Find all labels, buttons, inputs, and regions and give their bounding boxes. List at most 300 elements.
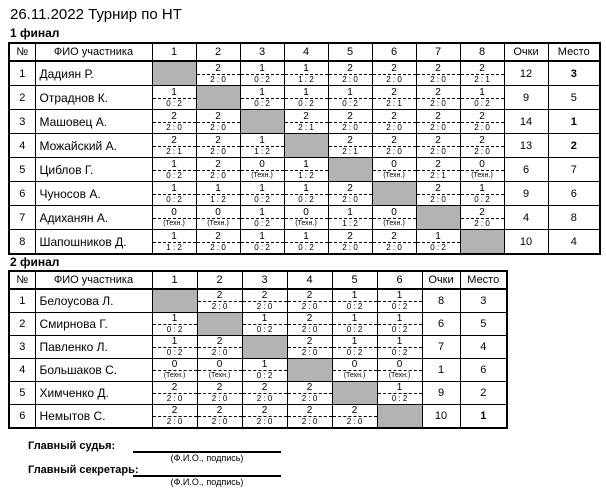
game-set-score: 1 : 2 [254,147,270,156]
game-points: 1 [285,86,328,99]
game-set-score: (Техн.) [471,172,493,179]
game-points: 1 [243,359,287,371]
game-points: 1 [378,336,422,348]
game-set-score: 0 : 2 [298,243,314,252]
game-points: 2 [417,182,460,195]
game-points: 1 [243,313,287,325]
game-set-score: 2 : 0 [166,417,183,426]
final-place: 6 [548,182,600,206]
game-set-score: 2 : 0 [386,75,402,84]
points-total: 6 [504,158,548,182]
game-result-cell [240,61,284,86]
game-set-score: 2 : 1 [386,99,402,108]
game-result-cell [242,289,287,313]
row-number: 6 [9,182,35,206]
game-points: 2 [461,62,504,75]
game-set-score: 0 : 2 [391,348,408,357]
game-result-cell [372,134,416,158]
game-set-score: 2 : 0 [256,417,273,426]
game-points: 2 [288,336,332,348]
chief-judge-signature-line [133,441,281,453]
column-header: 2 [197,271,242,289]
game-points: 0 [461,158,504,171]
game-set-score: (Техн.) [388,372,411,379]
game-points: 2 [417,158,460,171]
participant-name: Павленко Л. [35,336,152,359]
row-number: 5 [9,382,35,405]
game-set-score: (Техн.) [208,372,231,379]
chief-secretary-signature-caption: (Ф.И.О., подпись) [170,477,244,487]
game-set-score: 1 : 2 [342,219,358,228]
game-set-score: 2 : 0 [256,394,273,403]
participant-name: Шапошников Д. [35,230,152,255]
game-set-score: (Техн.) [163,220,185,227]
final-place: 5 [548,86,600,110]
game-points: 0 [285,206,328,219]
game-result-cell [377,336,422,359]
game-result-cell [287,289,332,313]
game-result-cell [332,289,377,313]
game-set-score: 0 : 2 [346,348,363,357]
header-row [9,43,600,61]
game-result-cell [332,313,377,336]
game-points: 2 [417,134,460,147]
game-result-cell [240,206,284,230]
final-place: 6 [460,359,507,382]
game-result-cell [240,230,284,255]
game-set-score: 2 : 0 [210,147,226,156]
game-set-score: 2 : 0 [166,394,183,403]
row-number: 2 [9,313,35,336]
page-title: 26.11.2022 Турнир по НТ [10,6,182,23]
game-set-score: 2 : 0 [386,147,402,156]
game-set-score: 2 : 0 [256,302,273,311]
game-points: 1 [329,206,372,219]
participant-name: Немытов С. [35,405,152,429]
game-points: 2 [197,134,240,147]
row-number: 4 [9,359,35,382]
row-number: 3 [9,110,35,134]
game-points: 1 [417,230,460,243]
game-result-cell [152,134,196,158]
game-points: 2 [417,110,460,123]
points-total: 6 [422,313,460,336]
row-number: 1 [9,289,35,313]
game-points: 2 [329,230,372,243]
game-result-cell [328,134,372,158]
game-points: 2 [373,86,416,99]
participant-name: Дадиян Р. [35,61,152,86]
game-points: 2 [153,405,197,417]
game-points: 2 [329,62,372,75]
participant-row [9,86,600,110]
game-result-cell [372,206,416,230]
game-points: 2 [198,336,242,348]
diagonal-cell [332,382,377,405]
game-points: 2 [197,62,240,75]
game-result-cell [377,382,422,405]
game-result-cell [197,359,242,382]
participant-row [9,158,600,182]
diagonal-cell [242,336,287,359]
game-result-cell [328,86,372,110]
game-points: 1 [333,336,377,348]
game-points: 1 [153,336,197,348]
game-set-score: 2 : 0 [301,325,318,334]
column-header: 6 [377,271,422,289]
game-points: 1 [153,313,197,325]
game-points: 2 [288,290,332,302]
game-points: 2 [243,382,287,394]
game-points: 1 [285,230,328,243]
game-points: 2 [198,405,242,417]
game-points: 1 [378,382,422,394]
game-set-score: 0 : 2 [391,394,408,403]
game-result-cell [196,110,240,134]
game-set-score: 2 : 0 [342,243,358,252]
game-points: 2 [329,110,372,123]
game-set-score: 0 : 2 [346,325,363,334]
final2-table-body [9,289,507,428]
game-points: 1 [241,86,284,99]
diagonal-cell [416,206,460,230]
game-result-cell [460,182,504,206]
game-result-cell [284,61,328,86]
column-header: 6 [372,43,416,61]
game-result-cell [372,61,416,86]
game-set-score: 2 : 0 [430,75,446,84]
game-result-cell [242,382,287,405]
column-header: 1 [152,43,196,61]
game-result-cell [460,61,504,86]
final-place: 2 [460,382,507,405]
final2-label: 2 финал [10,255,60,269]
participant-row [9,405,507,429]
column-header: 7 [416,43,460,61]
row-number: 6 [9,405,35,429]
column-header: Очки [504,43,548,61]
game-points: 2 [373,110,416,123]
column-header: 3 [240,43,284,61]
game-set-score: 2 : 0 [474,123,490,132]
participant-name: Химченко Д. [35,382,152,405]
game-set-score: 2 : 0 [386,123,402,132]
game-set-score: 2 : 1 [298,123,314,132]
game-set-score: 2 : 0 [301,394,318,403]
game-points: 2 [198,290,242,302]
game-set-score: 0 : 2 [166,325,183,334]
column-header: 4 [284,43,328,61]
row-number: 2 [9,86,35,110]
game-points: 2 [288,382,332,394]
points-total: 7 [422,336,460,359]
game-set-score: 2 : 0 [210,123,226,132]
column-header: № [9,271,35,289]
game-points: 1 [241,230,284,243]
final-place: 1 [460,405,507,429]
game-points: 2 [417,62,460,75]
game-points: 0 [241,158,284,171]
game-points: 2 [373,230,416,243]
participant-row [9,359,507,382]
game-points: 1 [378,290,422,302]
participant-name: Машовец А. [35,110,152,134]
final-place: 2 [548,134,600,158]
diagonal-cell [328,158,372,182]
game-result-cell [197,382,242,405]
game-points: 2 [153,110,196,123]
chief-secretary-signature-line [133,465,281,477]
game-set-score: 0 : 2 [254,195,270,204]
game-result-cell [332,336,377,359]
diagonal-cell [372,182,416,206]
game-points: 2 [373,62,416,75]
game-result-cell [328,110,372,134]
game-result-cell [196,230,240,255]
game-result-cell [328,206,372,230]
final-place: 3 [548,61,600,86]
column-header: Очки [422,271,460,289]
game-result-cell [372,158,416,182]
game-set-score: 2 : 0 [210,171,226,180]
chief-judge-label: Главный судья: [28,440,116,452]
game-set-score: 2 : 0 [342,75,358,84]
header-row [9,271,507,289]
game-set-score: 0 : 2 [346,302,363,311]
points-total: 9 [504,86,548,110]
game-result-cell [460,134,504,158]
game-set-score: 0 : 2 [474,99,490,108]
game-set-score: 0 : 2 [391,302,408,311]
game-result-cell [197,405,242,429]
row-number: 3 [9,336,35,359]
column-header: 5 [328,43,372,61]
game-points: 0 [153,206,196,219]
game-set-score: 2 : 1 [342,147,358,156]
game-set-score: 0 : 2 [342,99,358,108]
game-points: 2 [288,313,332,325]
game-set-score: 1 : 2 [166,243,182,252]
game-set-score: 2 : 1 [430,171,446,180]
game-points: 1 [285,182,328,195]
game-set-score: (Техн.) [383,220,405,227]
game-result-cell [332,359,377,382]
participant-row [9,206,600,230]
game-set-score: (Техн.) [163,372,186,379]
game-points: 2 [288,405,332,417]
participant-name: Большаков С. [35,359,152,382]
participant-name: Можайский А. [35,134,152,158]
column-header: ФИО участника [35,271,152,289]
game-set-score: 0 : 2 [166,99,182,108]
final2-table-header [9,271,507,289]
game-points: 2 [329,182,372,195]
game-points: 1 [461,182,504,195]
diagonal-cell [196,86,240,110]
game-set-score: 0 : 2 [391,325,408,334]
game-set-score: (Техн.) [251,172,273,179]
points-total: 10 [422,405,460,429]
column-header: 3 [242,271,287,289]
game-points: 2 [461,134,504,147]
game-result-cell [416,182,460,206]
game-points: 1 [329,86,372,99]
row-number: 7 [9,206,35,230]
game-set-score: 0 : 2 [254,243,270,252]
game-result-cell [284,182,328,206]
game-set-score: 0 : 2 [430,243,446,252]
participant-row [9,110,600,134]
game-set-score: 2 : 0 [301,348,318,357]
game-result-cell [377,359,422,382]
game-set-score: 0 : 2 [254,99,270,108]
diagonal-cell [287,359,332,382]
participant-row [9,134,600,158]
game-result-cell [416,134,460,158]
game-set-score: 2 : 0 [211,417,228,426]
game-set-score: 1 : 2 [298,171,314,180]
points-total: 14 [504,110,548,134]
game-result-cell [196,134,240,158]
game-points: 2 [198,382,242,394]
diagonal-cell [284,134,328,158]
game-result-cell [332,405,377,429]
final1-table-body [9,61,600,254]
game-result-cell [460,86,504,110]
row-number: 4 [9,134,35,158]
game-set-score: 2 : 0 [430,147,446,156]
game-set-score: 2 : 0 [301,302,318,311]
game-result-cell [240,86,284,110]
game-points: 2 [243,405,287,417]
final1-table-header [9,43,600,61]
points-total: 1 [422,359,460,382]
game-result-cell [377,313,422,336]
game-points: 2 [417,86,460,99]
points-total: 4 [504,206,548,230]
participant-row [9,182,600,206]
game-set-score: 1 : 2 [298,75,314,84]
final-place: 4 [460,336,507,359]
game-points: 2 [197,158,240,171]
game-set-score: 2 : 0 [210,243,226,252]
game-result-cell [372,230,416,255]
game-result-cell [152,182,196,206]
participant-row [9,61,600,86]
game-result-cell [460,158,504,182]
participant-name: Циблов Г. [35,158,152,182]
game-points: 1 [153,182,196,195]
column-header: Место [548,43,600,61]
points-total: 9 [422,382,460,405]
points-total: 10 [504,230,548,255]
participant-name: Отраднов К. [35,86,152,110]
column-header: 8 [460,43,504,61]
column-header: Место [460,271,507,289]
game-set-score: 2 : 0 [166,123,182,132]
game-result-cell [152,230,196,255]
column-header: 4 [287,271,332,289]
column-header: 5 [332,271,377,289]
game-result-cell [152,336,197,359]
game-set-score: 0 : 2 [166,195,182,204]
game-points: 2 [243,290,287,302]
game-points: 2 [197,230,240,243]
game-result-cell [152,110,196,134]
game-points: 0 [373,158,416,171]
game-points: 1 [333,313,377,325]
game-points: 0 [373,206,416,219]
game-result-cell [196,182,240,206]
points-total: 8 [422,289,460,313]
game-result-cell [152,86,196,110]
game-points: 1 [197,182,240,195]
column-header: ФИО участника [35,43,152,61]
game-result-cell [152,405,197,429]
final-place: 4 [548,230,600,255]
final-place: 8 [548,206,600,230]
column-header: № [9,43,35,61]
game-points: 1 [285,158,328,171]
game-set-score: (Техн.) [343,372,366,379]
game-set-score: 2 : 0 [210,75,226,84]
game-result-cell [287,313,332,336]
game-result-cell [328,61,372,86]
game-points: 2 [285,110,328,123]
game-set-score: 2 : 0 [301,417,318,426]
game-points: 0 [197,206,240,219]
game-result-cell [196,158,240,182]
game-result-cell [287,382,332,405]
game-points: 1 [241,134,284,147]
participant-name: Белоусова Л. [35,289,152,313]
final1-label: 1 финал [10,26,60,40]
participant-name: Чуносов А. [35,182,152,206]
game-result-cell [328,230,372,255]
game-result-cell [372,86,416,110]
game-points: 1 [241,182,284,195]
game-result-cell [152,359,197,382]
participant-row [9,313,507,336]
game-set-score: 2 : 0 [211,394,228,403]
game-set-score: 2 : 0 [342,123,358,132]
game-points: 2 [329,134,372,147]
game-result-cell [416,61,460,86]
diagonal-cell [377,405,422,429]
game-result-cell [240,182,284,206]
final-place: 5 [460,313,507,336]
game-set-score: 0 : 2 [166,171,182,180]
game-result-cell [284,86,328,110]
game-set-score: 2 : 0 [430,123,446,132]
chief-judge-signature-caption: (Ф.И.О., подпись) [170,453,244,463]
game-result-cell [242,359,287,382]
game-points: 0 [333,359,377,371]
diagonal-cell [152,61,196,86]
game-set-score: 2 : 0 [211,348,228,357]
game-result-cell [152,206,196,230]
game-points: 1 [241,206,284,219]
game-points: 1 [378,313,422,325]
game-points: 1 [153,158,196,171]
game-set-score: 0 : 2 [256,325,273,334]
final-place: 3 [460,289,507,313]
final-place: 1 [548,110,600,134]
game-result-cell [372,110,416,134]
game-set-score: 2 : 0 [342,195,358,204]
game-points: 0 [198,359,242,371]
points-total: 13 [504,134,548,158]
